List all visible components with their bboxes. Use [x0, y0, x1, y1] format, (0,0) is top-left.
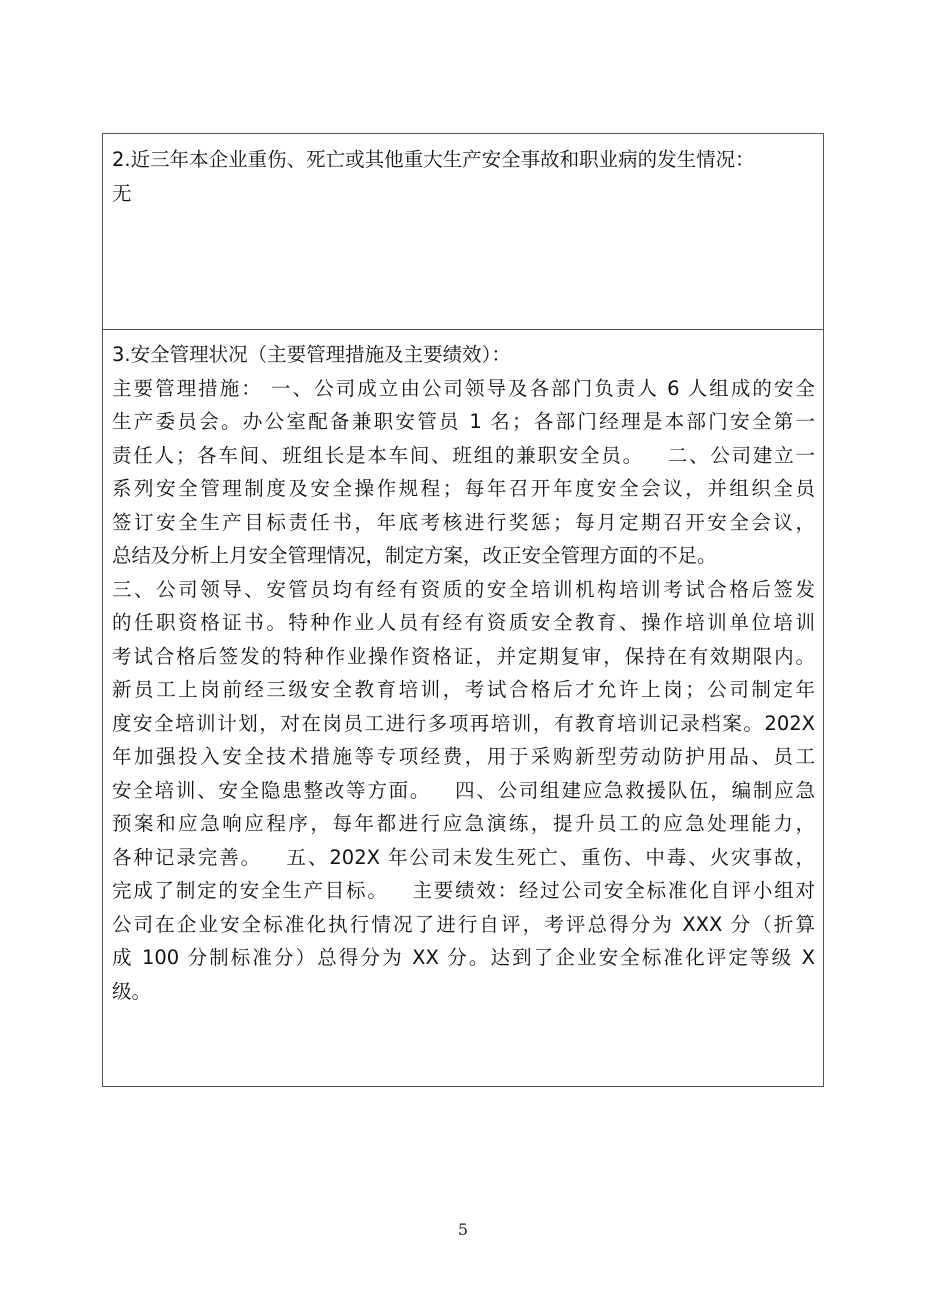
safety-management-line: 签订安全生产目标责任书，年底考核进行奖惩；每月定期召开安全会议，	[112, 510, 815, 534]
accident-history-answer: 无	[112, 181, 132, 205]
safety-management-line: 年加强投入安全技术措施等专项经费，用于采购新型劳动防护用品、员工	[112, 745, 815, 768]
safety-management-line: 级。	[112, 979, 152, 1003]
safety-management-heading: 3.安全管理状况（主要管理措施及主要绩效）：	[112, 343, 511, 366]
page-number: 5	[457, 1220, 469, 1239]
accident-history-heading: 2.近三年本企业重伤、死亡或其他重大生产安全事故和职业病的发生情况：	[112, 148, 755, 171]
safety-management-line: 总结及分析上月安全管理情况，制定方案，改正安全管理方面的不足。	[112, 544, 717, 567]
safety-management-cell	[103, 330, 823, 1086]
accident-history-cell	[103, 134, 823, 330]
report-table	[102, 133, 824, 1087]
safety-management-line: 责任人；各车间、班组长是本车间、班组的兼职安全员。 二、公司建立一	[112, 443, 815, 467]
safety-management-line: 公司在企业安全标准化执行情况了进行自评，考评总得分为 XXX 分（折算	[112, 912, 815, 936]
safety-management-line: 三、公司领导、安管员均有经有资质的安全培训机构培训考试合格后签发	[112, 577, 815, 601]
safety-management-line: 安全培训、安全隐患整改等方面。 四、公司组建应急救援队伍，编制应急	[112, 778, 815, 802]
safety-management-line: 完成了制定的安全生产目标。 主要绩效：经过公司安全标准化自评小组对	[112, 879, 815, 902]
safety-management-body	[112, 372, 815, 1009]
safety-management-line: 主要管理措施： 一、公司成立由公司领导及各部门负责人 6 人组成的安全	[112, 376, 815, 400]
safety-management-line: 系列安全管理制度及安全操作规程；每年召开年度安全会议，并组织全员	[112, 477, 815, 500]
safety-management-line: 各种记录完善。 五、202X 年公司未发生死亡、重伤、中毒、火灾事故，	[112, 845, 815, 869]
safety-management-line: 度安全培训计划，对在岗员工进行多项再培训，有教育培训记录档案。202X	[112, 711, 815, 735]
safety-management-line: 考试合格后签发的特种作业操作资格证，并定期复审，保持在有效期限内。	[112, 644, 815, 668]
safety-management-line: 成 100 分制标准分）总得分为 XX 分。达到了企业安全标准化评定等级 X	[112, 946, 815, 969]
safety-management-line: 的任职资格证书。特种作业人员有经有资质安全教育、操作培训单位培训	[112, 611, 815, 634]
safety-management-line: 生产委员会。办公室配备兼职安管员 1 名；各部门经理是本部门安全第一	[112, 410, 815, 433]
safety-management-line: 预案和应急响应程序，每年都进行应急演练，提升员工的应急处理能力，	[112, 812, 815, 835]
safety-management-line: 新员工上岗前经三级安全教育培训，考试合格后才允许上岗；公司制定年	[112, 678, 815, 701]
